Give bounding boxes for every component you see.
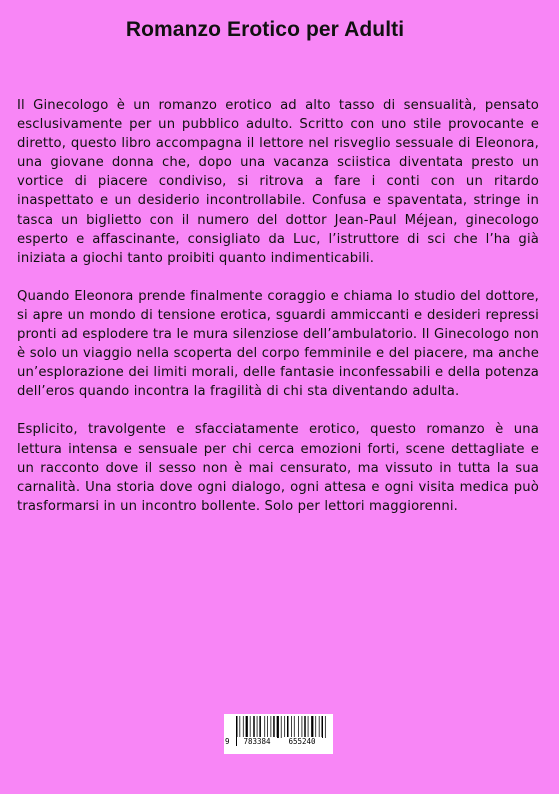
barcode-bar	[311, 716, 313, 738]
barcode-bar	[319, 716, 320, 738]
barcode-bar	[294, 716, 295, 738]
blurb-paragraph-2: Quando Eleonora prende finalmente coraggio e chiama lo studio del dottore, si apre un mondo di tensione erotica, sguardi ammiccanti e desideri repressi pronti ad esplodere tra le mura silenziose dell’ambulatorio. Il Ginecologo non è solo un viaggio nella scoperta del corpo femminile e del piacere, ma anche un’esplorazione dei limiti morali, delle fantasie inconfessabili e della potenza dell’eros quando incontra la fragilità di chi sta diventando adulta.	[17, 288, 539, 400]
barcode-bar	[259, 716, 261, 738]
barcode-right-group: 655240	[282, 737, 322, 746]
barcode-bar	[291, 716, 292, 738]
barcode-bar	[257, 716, 258, 738]
barcode-bar	[271, 716, 272, 738]
blurb-paragraph-3: Esplicito, travolgente e sfacciatamente erotico, questo romanzo è una lettura intensa e sensuale per chi cerca emozioni forti, scene dettagliate e un racconto dove il sesso non è mai censurato, ma vissuto in tutta la sua carnalità. Una storia dove ogni dialogo, ogni attesa e ogni visita medica può trasformarsi in un incontro bollente. Solo per lettori maggiorenni.	[17, 422, 539, 514]
barcode-bar	[298, 716, 299, 738]
barcode-bar	[308, 716, 309, 738]
barcode-bar	[243, 716, 244, 738]
barcode-bar	[281, 716, 282, 738]
blurb-paragraph-1: Il Ginecologo è un romanzo erotico ad alto tasso di sensualità, pensato esclusivamente per un pubblico adulto. Scritto con uno stile provocante e diretto, questo libro accompagna il lettore nel risveglio sessuale di Eleonora, una giovane donna che, dopo una vacanza sciistica diventata presto un vortice di piacere condiviso, si ritrova a fare i conti con un ritardo inaspettato e un desiderio incontrollabile. Confusa e spaventata, stringe in tasca un biglietto con il numero del dottor Jean-Paul Méjean, ginecologo esperto e affascinante, consigliato da Luc, l’istruttore di sci che l’ha già iniziata a giochi tanto proibiti quanto indimenticabili.	[17, 98, 539, 266]
blurb	[17, 96, 539, 535]
barcode-bar	[267, 716, 268, 738]
book-title: Romanzo Erotico per Adulti	[125, 18, 405, 41]
barcode-bar	[322, 716, 324, 738]
barcode-left-group: 783384	[237, 737, 277, 746]
barcode-first-digit: 9	[225, 737, 230, 746]
barcode-bar	[277, 716, 279, 738]
barcode-bar	[253, 716, 255, 738]
barcode-bar	[250, 716, 251, 738]
barcode-bar	[304, 716, 306, 738]
barcode-bar	[315, 716, 316, 738]
barcode-bar	[264, 716, 265, 738]
barcode-bar	[325, 716, 326, 738]
isbn-barcode	[224, 714, 333, 754]
barcode-bar	[302, 716, 303, 738]
barcode-bar	[273, 716, 275, 738]
barcode-bar	[246, 716, 248, 738]
